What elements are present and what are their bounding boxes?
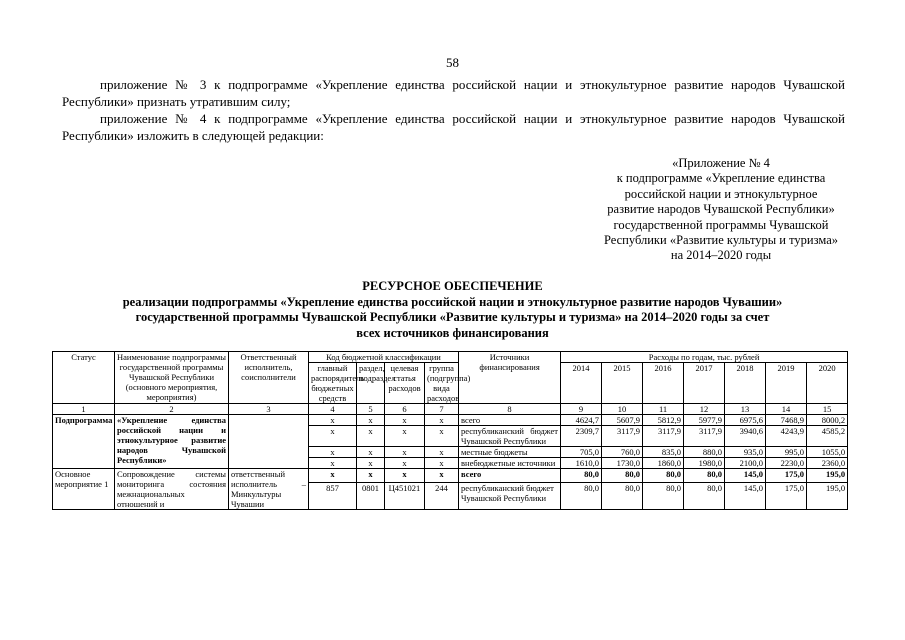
column-number: 8 <box>459 404 561 415</box>
value-cell: 4624,7 <box>561 415 602 426</box>
column-number: 10 <box>602 404 643 415</box>
code-cell: x <box>425 415 459 426</box>
value-cell: 4585,2 <box>807 426 848 447</box>
code-cell: x <box>357 415 385 426</box>
value-cell: 1980,0 <box>684 458 725 469</box>
value-cell: 80,0 <box>643 469 684 483</box>
header-sources: Источники финансирования <box>459 352 561 404</box>
column-number: 1 <box>53 404 115 415</box>
row-name: «Укрепление единства российской нации и этнокультурное развитие народов Чувашской Республики» <box>115 415 229 469</box>
source-cell: республиканский бюджет Чувашской Республики <box>459 426 561 447</box>
row-executor: ответственный исполнитель – Минкультуры Чувашии <box>229 469 309 510</box>
column-number: 11 <box>643 404 684 415</box>
header-name: Наименование подпрограммы государственной программы Чувашской Республики (основного мероприятия, мероприятия) <box>115 352 229 404</box>
table-header-row <box>53 352 848 363</box>
appendix-line: российской нации и этнокультурное <box>624 186 818 201</box>
value-cell: 6975,6 <box>725 415 766 426</box>
value-cell: 3117,9 <box>684 426 725 447</box>
column-number: 15 <box>807 404 848 415</box>
header-code-col: раздел, подраздел <box>357 363 385 404</box>
value-cell: 2360,0 <box>807 458 848 469</box>
row-status: Подпрограмма <box>53 415 115 469</box>
header-executor: Ответственный исполнитель, соисполнители <box>229 352 309 404</box>
value-cell: 995,0 <box>766 447 807 458</box>
paragraph-1-text: приложение № 3 к подпрограмме «Укрепление единства российской нации и этнокультурное развитие народов Чувашской Республики» признать утратившим силу; <box>62 77 845 109</box>
value-cell: 4243,9 <box>766 426 807 447</box>
code-cell: x <box>385 415 425 426</box>
appendix-line: Республики «Развитие культуры и туризма» <box>603 233 838 248</box>
header-year: 2016 <box>643 363 684 404</box>
value-cell: 80,0 <box>602 483 643 510</box>
code-cell: x <box>425 458 459 469</box>
code-cell: x <box>425 447 459 458</box>
header-year: 2018 <box>725 363 766 404</box>
value-cell: 80,0 <box>602 469 643 483</box>
header-code-col: группа (подгруппа) вида расходов <box>425 363 459 404</box>
page-number: 58 <box>446 55 459 70</box>
paragraph-2 <box>62 110 845 144</box>
value-cell: 7468,9 <box>766 415 807 426</box>
table-row <box>53 415 848 426</box>
value-cell: 195,0 <box>807 469 848 483</box>
source-cell: всего <box>459 469 561 483</box>
heading-title: РЕСУРСНОЕ ОБЕСПЕЧЕНИЕ <box>362 279 543 293</box>
value-cell: 2309,7 <box>561 426 602 447</box>
value-cell: 145,0 <box>725 483 766 510</box>
header-year: 2017 <box>684 363 725 404</box>
value-cell: 80,0 <box>643 483 684 510</box>
value-cell: 3117,9 <box>602 426 643 447</box>
header-year: 2020 <box>807 363 848 404</box>
value-cell: 1860,0 <box>643 458 684 469</box>
source-cell: местные бюджеты <box>459 447 561 458</box>
value-cell: 880,0 <box>684 447 725 458</box>
value-cell: 3940,6 <box>725 426 766 447</box>
appendix-line: государственной программы Чувашской <box>613 217 829 232</box>
value-cell: 705,0 <box>561 447 602 458</box>
column-number: 6 <box>385 404 425 415</box>
appendix-line: развитие народов Чувашской Республики» <box>607 202 835 217</box>
appendix-line: к подпрограмме «Укрепление единства <box>616 171 826 186</box>
value-cell: 2230,0 <box>766 458 807 469</box>
value-cell: 80,0 <box>684 469 725 483</box>
column-number: 4 <box>309 404 357 415</box>
code-cell: x <box>385 447 425 458</box>
header-code-col: целевая статья расходов <box>385 363 425 404</box>
column-number: 2 <box>115 404 229 415</box>
column-number: 3 <box>229 404 309 415</box>
header-year: 2015 <box>602 363 643 404</box>
code-cell: Ц451021 <box>385 483 425 510</box>
row-status: Основное мероприятие 1 <box>53 469 115 510</box>
code-cell: x <box>385 426 425 447</box>
column-number: 7 <box>425 404 459 415</box>
appendix-line: «Приложение № 4 <box>672 156 770 170</box>
code-cell: 0801 <box>357 483 385 510</box>
column-number: 12 <box>684 404 725 415</box>
source-cell: республиканский бюджет Чувашской Республики <box>459 483 561 510</box>
code-cell: 244 <box>425 483 459 510</box>
value-cell: 8000,2 <box>807 415 848 426</box>
value-cell: 2100,0 <box>725 458 766 469</box>
header-code-col: главный распорядитель бюджетных средств <box>309 363 357 404</box>
value-cell: 1055,0 <box>807 447 848 458</box>
value-cell: 175,0 <box>766 469 807 483</box>
value-cell: 1730,0 <box>602 458 643 469</box>
code-cell: x <box>385 469 425 483</box>
header-status: Статус <box>53 352 115 404</box>
column-number: 5 <box>357 404 385 415</box>
value-cell: 835,0 <box>643 447 684 458</box>
source-cell: внебюджетные источники <box>459 458 561 469</box>
code-cell: x <box>357 426 385 447</box>
document-heading <box>0 279 905 341</box>
code-cell: x <box>309 447 357 458</box>
heading-line: всех источников финансирования <box>356 325 549 340</box>
value-cell: 5812,9 <box>643 415 684 426</box>
value-cell: 5977,9 <box>684 415 725 426</box>
appendix-line: на 2014–2020 годы <box>670 248 772 263</box>
heading-line: реализации подпрограммы «Укрепление единства российской нации и этнокультурное развитие народов Чувашии» <box>122 294 783 309</box>
header-expenses: Расходы по годам, тыс. рублей <box>561 352 848 363</box>
resource-table <box>52 351 848 510</box>
code-cell: x <box>309 469 357 483</box>
code-cell: x <box>425 426 459 447</box>
value-cell: 760,0 <box>602 447 643 458</box>
paragraph-2-text: приложение № 4 к подпрограмме «Укрепление единства российской нации и этнокультурное развитие народов Чувашской Республики» изложить в следующей редакции: <box>62 111 845 143</box>
appendix-note <box>590 156 852 264</box>
value-cell: 80,0 <box>561 469 602 483</box>
header-year: 2014 <box>561 363 602 404</box>
code-cell: 857 <box>309 483 357 510</box>
paragraph-1 <box>62 76 845 110</box>
value-cell: 3117,9 <box>643 426 684 447</box>
code-cell: x <box>357 458 385 469</box>
code-cell: x <box>425 469 459 483</box>
value-cell: 935,0 <box>725 447 766 458</box>
header-budget-code: Код бюджетной классификации <box>309 352 459 363</box>
value-cell: 175,0 <box>766 483 807 510</box>
value-cell: 80,0 <box>561 483 602 510</box>
column-number: 14 <box>766 404 807 415</box>
code-cell: x <box>309 415 357 426</box>
table-row <box>53 469 848 483</box>
value-cell: 195,0 <box>807 483 848 510</box>
row-name: Сопровождение системы мониторинга состояния межнациональных отношений и <box>115 469 229 510</box>
column-number: 13 <box>725 404 766 415</box>
column-number: 9 <box>561 404 602 415</box>
value-cell: 80,0 <box>684 483 725 510</box>
heading-line: государственной программы Чувашской Республики «Развитие культуры и туризма» на 2014–2020 годы за счет <box>135 310 770 324</box>
value-cell: 1610,0 <box>561 458 602 469</box>
value-cell: 5607,9 <box>602 415 643 426</box>
code-cell: x <box>309 458 357 469</box>
code-cell: x <box>357 469 385 483</box>
value-cell: 145,0 <box>725 469 766 483</box>
row-executor <box>229 415 309 469</box>
code-cell: x <box>309 426 357 447</box>
code-cell: x <box>357 447 385 458</box>
header-year: 2019 <box>766 363 807 404</box>
column-number-row <box>53 404 848 415</box>
source-cell: всего <box>459 415 561 426</box>
code-cell: x <box>385 458 425 469</box>
